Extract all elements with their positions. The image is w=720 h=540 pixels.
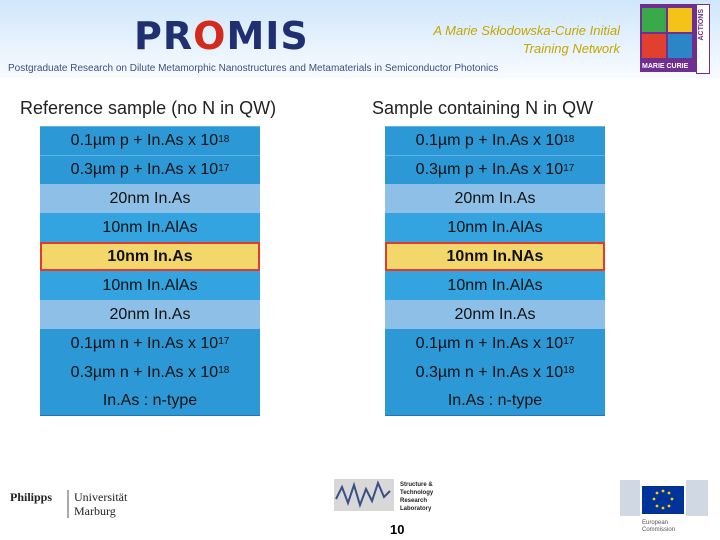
layer-text: 0.1µm n + In.As x 10 [70,334,219,352]
mc-quadrant-icon [642,8,666,32]
reference-layer [40,329,260,358]
layer-text: 0.1µm p + In.As x 10 [415,132,564,149]
nitrogen-layer [385,329,605,358]
layer-text: 10nm In.NAs [446,247,544,265]
mc-actions-bar [696,4,710,74]
ec-line-2: Commission [642,527,676,533]
nitrogen-layer [385,126,605,155]
layer-text: 20nm In.As [454,305,536,323]
philipps-text: Philipps [10,490,53,504]
layer-text: 0.3µm n + In.As x 10 [415,363,564,381]
mc-quadrant-icon [668,8,692,32]
nitrogen-layer [385,242,605,271]
nitrogen-layer [385,184,605,213]
layer-text: 0.1µm p + In.As x 10 [70,132,219,149]
ec-line-1: European [642,520,669,526]
mc-quadrant-icon [642,34,666,58]
layer-exponent: 18 [563,365,575,376]
layer-text: 20nm In.As [454,189,536,207]
layer-text: 10nm In.AlAs [102,276,198,294]
layer-text: 0.3µm n + In.As x 10 [70,363,219,381]
reference-layer [40,184,260,213]
nitrogen-layer [385,387,605,416]
project-subtitle: Postgraduate Research on Dilute Metamorphic Nanostructures and Metamaterials in Semiconductor Photonics [8,63,499,74]
layer-exponent: 18 [218,365,230,376]
nitrogen-layer [385,213,605,242]
reference-layer [40,126,260,155]
nitrogen-layer [385,271,605,300]
reference-layer [40,213,260,242]
lab-line-3: Research [400,498,428,504]
mc-quadrant-icon [668,34,692,58]
layer-text: 20nm In.As [109,305,191,323]
universitat-text: Universität [74,490,128,504]
layer-text: 0.1µm n + In.As x 10 [415,334,564,352]
reference-layer [40,300,260,329]
philipps-universitat-marburg-logo [10,488,148,520]
lab-line-2: Technology [400,490,434,496]
left-column-title: Reference sample (no N in QW) [20,98,277,118]
strl-logo [334,475,446,520]
reference-layer [40,387,260,416]
marie-curie-logo [640,4,705,72]
reference-layer [40,358,260,387]
mc-logo-text: MARIE CURIE [642,63,689,70]
layer-exponent: 17 [563,336,575,347]
layer-exponent: 17 [218,336,230,347]
layer-text: 0.3µm p + In.As x 10 [415,161,564,178]
reference-layer [40,242,260,271]
nitrogen-layer [385,300,605,329]
lab-line-1: Structure & [400,482,433,488]
page-number: 10 [390,522,405,537]
european-commission-logo [620,472,712,534]
layer-text: 10nm In.As [107,247,193,265]
right-column-title: Sample containing N in QW [372,98,594,118]
promis-logo: PROMIS [134,14,309,58]
reference-layer [40,155,260,184]
header-banner [0,0,720,78]
layer-text: 10nm In.AlAs [447,276,543,294]
nitrogen-layer [385,358,605,387]
layer-exponent: 18 [218,133,230,145]
layer-exponent: 18 [563,133,575,145]
layer-text: 10nm In.AlAs [447,218,543,236]
layer-text: In.As : n-type [102,392,198,409]
layer-text: In.As : n-type [447,392,543,409]
lab-line-4: Laboratory [400,506,432,512]
nitrogen-layer [385,155,605,184]
reference-layer [40,271,260,300]
reference-sample-stack [40,126,260,416]
layer-exponent: 17 [218,162,230,174]
layer-text: 10nm In.AlAs [102,218,198,236]
mc-actions-text: ACTIONS [698,9,705,41]
layer-text: 0.3µm p + In.As x 10 [70,161,219,178]
network-line-1: A Marie Skłodowska-Curie Initial [433,23,620,38]
layer-text: 20nm In.As [109,189,191,207]
nitrogen-sample-stack [385,126,605,416]
marburg-text: Marburg [74,504,116,518]
network-line-2: Training Network [522,41,620,56]
network-title [433,22,620,58]
layer-exponent: 17 [563,162,575,174]
